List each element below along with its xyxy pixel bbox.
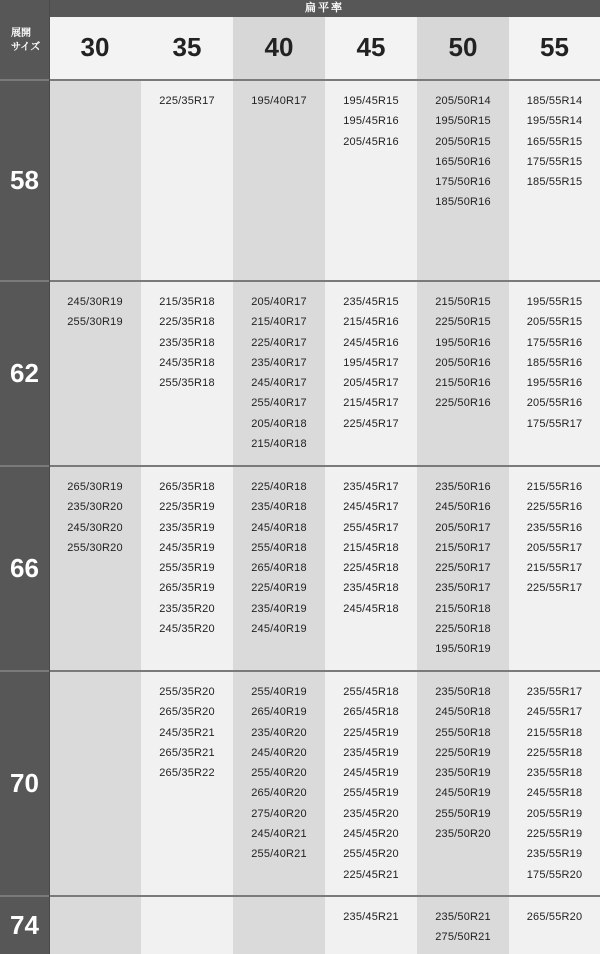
tire-size: 245/50R18 (435, 706, 491, 719)
tire-size: 215/50R16 (435, 377, 491, 390)
tire-size: 215/45R17 (343, 397, 399, 410)
tire-size: 245/40R21 (251, 828, 307, 841)
tire-size: 195/50R19 (435, 643, 491, 656)
tire-size: 205/40R18 (251, 417, 307, 430)
corner-label-line2: サイズ (11, 42, 41, 53)
tire-size: 265/35R21 (159, 746, 215, 759)
tire-size: 245/40R19 (251, 623, 307, 636)
tire-size: 235/40R18 (251, 501, 307, 514)
tire-size: 205/55R19 (526, 807, 583, 820)
tire-size: 235/35R18 (159, 336, 215, 349)
tire-size: 225/50R15 (435, 316, 491, 329)
tire-size: 195/40R17 (251, 95, 307, 107)
tire-size: 255/30R19 (67, 316, 123, 329)
table-cell (233, 671, 325, 896)
tire-size: 215/55R18 (526, 726, 583, 739)
tire-size: 225/45R18 (343, 562, 399, 575)
tire-size: 205/45R16 (343, 135, 399, 148)
table-cell (141, 281, 233, 466)
tire-size: 255/45R19 (343, 787, 399, 800)
tire-size: 235/45R15 (343, 296, 399, 308)
tire-size: 225/45R19 (343, 726, 399, 739)
tire-size: 235/50R20 (435, 828, 491, 841)
tire-size: 185/55R16 (526, 356, 583, 369)
tire-size: 225/35R19 (159, 501, 215, 514)
aspect-ratio-title: 扁平率 (49, 0, 600, 17)
tire-size: 215/35R18 (159, 296, 215, 308)
row-divider (0, 670, 600, 672)
column-header-50: 50 (417, 17, 509, 80)
tire-size: 235/55R16 (526, 521, 583, 534)
tire-size: 225/50R19 (435, 746, 491, 759)
table-cell (49, 671, 141, 896)
table-cell (141, 671, 233, 896)
tire-size: 255/35R18 (159, 377, 215, 390)
tire-size: 225/40R17 (251, 336, 307, 349)
tire-size: 195/45R17 (343, 356, 399, 369)
tire-size: 225/45R21 (343, 868, 399, 881)
tire-size: 245/50R16 (435, 501, 491, 514)
tire-size: 235/45R20 (343, 807, 399, 820)
tire-size: 255/40R21 (251, 848, 307, 861)
tire-size: 235/55R18 (526, 767, 583, 780)
tire-size: 225/55R19 (526, 828, 583, 841)
tire-size: 205/50R15 (435, 135, 491, 148)
tire-size: 235/45R18 (343, 582, 399, 595)
tire-size: 205/55R16 (526, 397, 583, 410)
tire-size: 195/55R16 (526, 377, 583, 390)
row-divider (0, 895, 600, 897)
column-header-35: 35 (141, 17, 233, 80)
table-cell (233, 896, 325, 954)
row-header-70: 70 (0, 671, 49, 896)
tire-size: 205/55R17 (526, 541, 583, 554)
tire-size: 265/40R19 (251, 706, 307, 719)
tire-size: 235/45R19 (343, 746, 399, 759)
tire-size: 185/55R14 (526, 95, 583, 107)
table-cell (509, 671, 600, 896)
tire-size: 255/45R18 (343, 686, 399, 698)
tire-size: 205/50R17 (435, 521, 491, 534)
tire-size: 275/50R21 (435, 931, 491, 944)
tire-size: 195/50R15 (435, 115, 491, 128)
table-cell (233, 281, 325, 466)
tire-size: 255/40R20 (251, 767, 307, 780)
tire-size: 265/35R20 (159, 706, 215, 719)
tire-size: 185/50R16 (435, 196, 491, 209)
tire-size: 205/50R16 (435, 356, 491, 369)
tire-size: 245/45R18 (343, 602, 399, 615)
row-header-58: 58 (0, 80, 49, 281)
tire-size: 215/40R18 (251, 438, 307, 451)
tire-size: 235/50R18 (435, 686, 491, 698)
tire-size: 195/50R16 (435, 336, 491, 349)
tire-size: 175/55R20 (526, 868, 583, 881)
tire-size: 245/45R20 (343, 828, 399, 841)
table-cell (325, 80, 417, 281)
column-header-55: 55 (509, 17, 600, 80)
table-cell (509, 896, 600, 954)
tire-size: 255/50R18 (435, 726, 491, 739)
table-cell (509, 80, 600, 281)
tire-size: 175/50R16 (435, 176, 491, 189)
tire-size: 245/55R18 (526, 787, 583, 800)
column-header-45: 45 (325, 17, 417, 80)
tire-size: 265/45R18 (343, 706, 399, 719)
tire-size: 215/45R18 (343, 541, 399, 554)
tire-size: 225/40R19 (251, 582, 307, 595)
tire-size: 175/55R16 (526, 336, 583, 349)
tire-size: 265/40R18 (251, 562, 307, 575)
tire-size: 245/35R20 (159, 623, 215, 636)
table-cell (233, 466, 325, 671)
table-cell (325, 466, 417, 671)
tire-size: 215/50R15 (435, 296, 491, 308)
tire-size: 235/40R17 (251, 356, 307, 369)
tire-size: 235/55R17 (526, 686, 583, 698)
table-cell (325, 896, 417, 954)
tire-size: 235/35R20 (159, 602, 215, 615)
table-cell (417, 281, 509, 466)
tire-size: 225/35R17 (159, 95, 215, 107)
tire-size: 235/50R19 (435, 767, 491, 780)
tire-size: 185/55R15 (526, 176, 583, 189)
tire-size: 245/35R18 (159, 356, 215, 369)
tire-size: 205/55R15 (526, 316, 583, 329)
tire-size: 265/35R18 (159, 481, 215, 493)
tire-size: 205/45R17 (343, 377, 399, 390)
tire-size: 225/55R18 (526, 746, 583, 759)
table-cell (325, 671, 417, 896)
tire-size: 235/35R19 (159, 521, 215, 534)
tire-size: 225/55R16 (526, 501, 583, 514)
tire-size: 245/40R20 (251, 746, 307, 759)
tire-size: 245/45R17 (343, 501, 399, 514)
table-cell (49, 80, 141, 281)
table-cell (417, 896, 509, 954)
tire-size: 215/55R16 (526, 481, 583, 493)
tire-size: 225/55R17 (526, 582, 583, 595)
tire-size: 245/35R21 (159, 726, 215, 739)
tire-size: 165/50R16 (435, 155, 491, 168)
row-header-62: 62 (0, 281, 49, 466)
tire-size: 245/30R19 (67, 296, 123, 308)
tire-size: 215/50R17 (435, 541, 491, 554)
tire-size: 235/55R19 (526, 848, 583, 861)
tire-size: 235/45R17 (343, 481, 399, 493)
tire-size: 215/55R17 (526, 562, 583, 575)
tire-size: 165/55R15 (526, 135, 583, 148)
table-cell (325, 281, 417, 466)
corner-label-line1: 展開 (11, 28, 31, 39)
column-header-40: 40 (233, 17, 325, 80)
tire-size: 255/40R18 (251, 541, 307, 554)
tire-size: 255/35R19 (159, 562, 215, 575)
tire-size: 275/40R20 (251, 807, 307, 820)
tire-size: 255/35R20 (159, 686, 215, 698)
row-header-66: 66 (0, 466, 49, 671)
tire-size: 235/40R19 (251, 602, 307, 615)
tire-size: 215/45R16 (343, 316, 399, 329)
tire-size: 235/40R20 (251, 726, 307, 739)
table-cell (49, 281, 141, 466)
tire-size: 265/35R22 (159, 767, 215, 780)
row-header-74: 74 (0, 896, 49, 954)
tire-size: 195/45R15 (343, 95, 399, 107)
table-cell (49, 466, 141, 671)
tire-size: 225/45R17 (343, 417, 399, 430)
tire-size: 195/55R15 (526, 296, 583, 308)
table-cell (141, 896, 233, 954)
tire-size: 195/45R16 (343, 115, 399, 128)
row-divider (0, 79, 600, 81)
tire-size: 225/50R18 (435, 623, 491, 636)
tire-size: 235/50R16 (435, 481, 491, 493)
tire-size: 235/50R21 (435, 911, 491, 923)
tire-size: 255/50R19 (435, 807, 491, 820)
table-cell (417, 80, 509, 281)
table-cell (233, 80, 325, 281)
tire-size: 205/50R14 (435, 95, 491, 107)
table-cell (509, 466, 600, 671)
tire-size: 255/40R17 (251, 397, 307, 410)
tire-size: 265/35R19 (159, 582, 215, 595)
tire-size: 175/55R15 (526, 155, 583, 168)
table-cell (417, 466, 509, 671)
tire-size: 175/55R17 (526, 417, 583, 430)
tire-size: 265/30R19 (67, 481, 123, 493)
tire-size: 245/40R17 (251, 377, 307, 390)
corner-label (0, 0, 49, 55)
tire-size: 215/50R18 (435, 602, 491, 615)
tire-size: 225/50R16 (435, 397, 491, 410)
column-divider (49, 0, 50, 954)
tire-size: 245/45R16 (343, 336, 399, 349)
column-header-30: 30 (49, 17, 141, 80)
tire-size: 255/40R19 (251, 686, 307, 698)
tire-size: 235/50R17 (435, 582, 491, 595)
tire-size: 225/50R17 (435, 562, 491, 575)
tire-size: 245/35R19 (159, 541, 215, 554)
tire-size: 195/55R14 (526, 115, 583, 128)
tire-size: 245/55R17 (526, 706, 583, 719)
tire-size: 215/40R17 (251, 316, 307, 329)
corner-header (0, 0, 49, 80)
table-cell (417, 671, 509, 896)
row-divider (0, 280, 600, 282)
row-divider (0, 465, 600, 467)
tire-size: 255/45R20 (343, 848, 399, 861)
tire-size: 225/40R18 (251, 481, 307, 493)
tire-size: 255/30R20 (67, 541, 123, 554)
tire-size: 245/45R19 (343, 767, 399, 780)
table-cell (141, 80, 233, 281)
tire-size: 235/30R20 (67, 501, 123, 514)
table-cell (141, 466, 233, 671)
tire-size: 255/45R17 (343, 521, 399, 534)
table-cell (49, 896, 141, 954)
tire-size: 235/45R21 (343, 911, 399, 923)
tire-size: 245/40R18 (251, 521, 307, 534)
table-cell (509, 281, 600, 466)
tire-size: 245/50R19 (435, 787, 491, 800)
tire-size: 265/55R20 (526, 911, 583, 923)
tire-size: 225/35R18 (159, 316, 215, 329)
tire-size: 205/40R17 (251, 296, 307, 308)
tire-size: 245/30R20 (67, 521, 123, 534)
tire-size: 265/40R20 (251, 787, 307, 800)
